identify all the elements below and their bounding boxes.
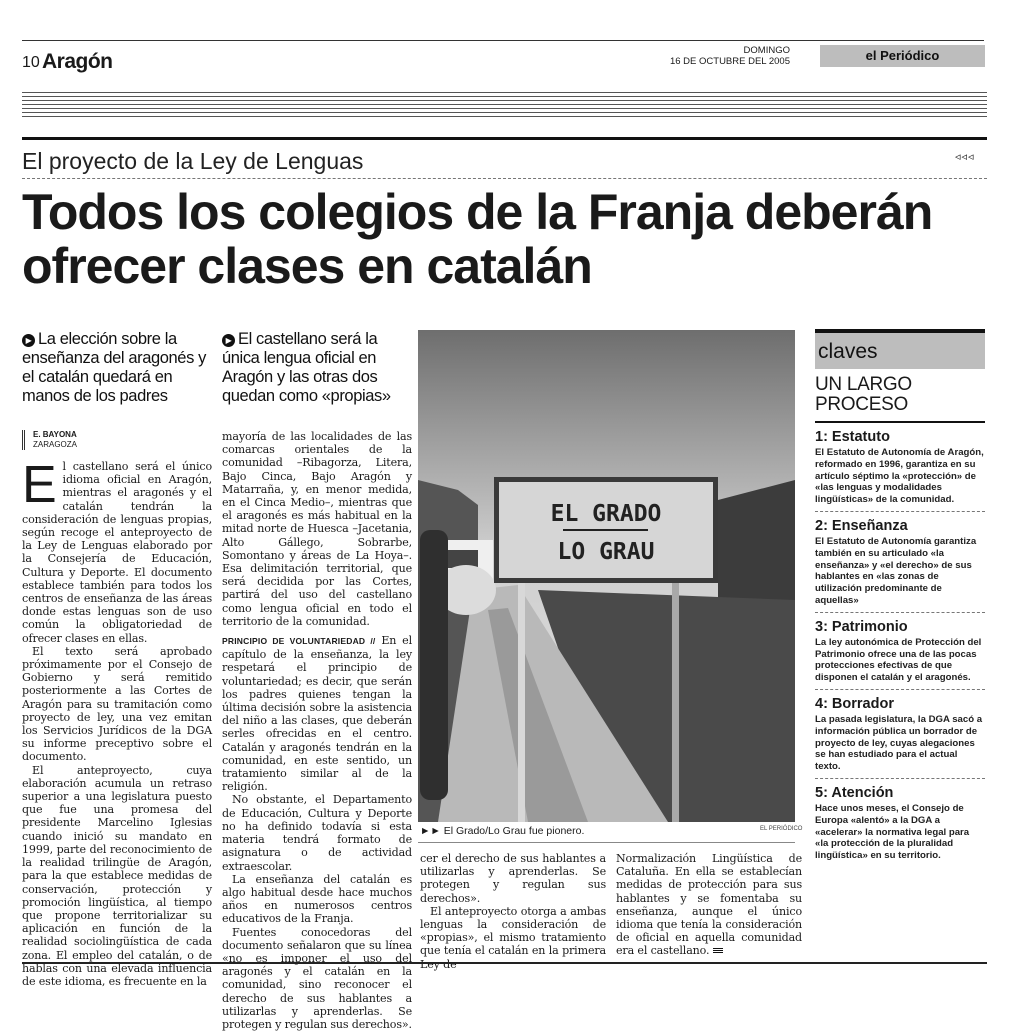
photo-rule [418,842,795,843]
article-column-3 [420,852,606,971]
sidebar-item [815,785,985,862]
photo-credit: EL PERIÓDICO [760,826,803,832]
bottom-rule [22,962,987,964]
sidebar-item [815,429,985,512]
sidebar-claves [815,329,985,862]
sidebar-item-heading: 1: Estatuto [815,429,890,445]
paragraph-text: En el capítulo de la enseñanza, la ley respetará el principio de voluntariedad; es decir, que serán los padres quienes tengan la última decisión sobre la asistencia del niño a las clases, que deberán serles ofrecidas en el centro. Catalán y aragonés tendrán en la comunidad, en este sentido, un tratamiento similar al de la religión. [222,634,412,794]
sidebar-item-text: El Estatuto de Autonomía de Aragón, reformado en 1996, garantiza en su artículo séptimo la «protección» de «las lenguas y modalidades lingüísticas» de la comunidad. [815,447,984,506]
paragraph-text: Normalización Lingüística de Cataluña. En ella se establecían medidas de protección para sus hablantes y se fomentaba su enseñanza, aunque el único idioma que tenía la consideración de oficial en aquella comunidad era el castellano. [616,852,802,958]
sidebar-item [815,518,985,613]
paragraph: mayoría de las localidades de las comarcas orientales de la comunidad –Ribagorza, Litera, Bajo Cinca, Bajo Aragón y Matarraña, y, en menor medida, en el Cinca Medio–, mientras que el aragonés es más habitual en la mitad norte de Huesca –Jacetania, Alto Gállego, Sobrarbe, Somontano y áreas de La Hoya–. Esa delimitación territorial, que será decidida por las Cortes, partirá del uso del castellano como lengua oficial en todo el territorio de la comunidad. [222,430,412,628]
header-stripes [22,92,987,120]
sidebar-item-text: La ley autonómica de Protección del Patrimonio ofrece una de las pocas protecciones efectivas de que disponen el catalán y el aragonés. [815,636,982,684]
paragraph [222,634,412,793]
paragraph: El texto será aprobado próximamente por el Consejo de Gobierno y será remitido posteriormente a las Cortes de Aragón para su tramitación como proyecto de ley, una vez emitan los Servicios Jurídicos de la DGA su informe preceptivo sobre el documento. [22,644,212,764]
paragraph: El anteproyecto, cuya elaboración acumula un retraso superior a una legislatura puesto que fue una promesa del presidente Marcelino Iglesias cuando inició su mandato en 1999, parte del reconocimiento de la realidad trilingüe de Aragón, para la que establece medidas de conservación, protección y promoción lingüística, al tiempo que propone territorializar su aplicación en función de la realidad sociolingüística de cada zona. El empleo del catalán, o de hablas con una elevada influencia de este idioma, es frecuente en la [22,763,212,988]
paragraph: Fuentes conocedoras del documento señalaron que su línea «no es imponer el uso del aragonés y el catalán en la comunidad, sino reconocer el derecho de sus hablantes a utilizarlas y aprenderlas. Se protegen y regulan sus derechos». [222,925,412,1031]
thick-rule [22,137,987,140]
article-column-2 [222,430,412,1031]
arrows-icon: ◃◃◃ [955,150,975,163]
kicker: El proyecto de la Ley de Lenguas [22,148,364,174]
sidebar-item-heading: 4: Borrador [815,695,894,712]
play-bullet-icon: ▶ [22,334,35,347]
subhead-1-text: La elección sobre la enseñanza del aragonés y el catalán quedará en manos de los padres [22,330,206,405]
top-rule [22,40,984,41]
sidebar-item-heading: 5: Atención [815,784,894,801]
end-mark-icon [713,948,723,954]
subhead-2 [222,330,412,406]
date-label: 16 DE OCTUBRE DEL 2005 [669,56,790,67]
sidebar-item [815,619,985,690]
article-column-1 [22,456,212,988]
photo-caption: ►► El Grado/Lo Grau fue pionero. [420,825,585,837]
item-divider [815,778,985,779]
article-column-4 [616,852,802,958]
paragraph [22,456,212,645]
paragraph [616,852,802,958]
byline-author: E. BAYONA [33,430,77,439]
paragraph-text: l castellano será el único idioma oficial en Aragón, mientras el aragonés y el catalán tendrán la consideración de lenguas propias, según recoge el anteproyecto de la Ley de Lenguas elaborado por la Consejería de Educación, Cultura y Deporte. El documento establece también para todos los centros de enseñanza de las áreas donde estas lenguas son de uso común la obligatoriedad de ofrecer clases en ellas. [22,460,212,645]
sidebar-rule [815,421,985,423]
item-divider [815,689,985,690]
newspaper-logo: el Periódico [820,45,985,67]
paragraph: El anteproyecto otorga a ambas lenguas la consideración de «propias», el mismo tratamiento que tenía el catalán en la primera Ley de [420,904,606,971]
sign-line-2: LO GRAU [557,539,655,565]
paragraph: cer el derecho de sus hablantes a utilizarlas y aprenderlas. Se protegen y regulan sus derechos». [420,852,606,905]
dropcap: E [22,456,57,514]
paragraph: La enseñanza del catalán es algo habitual desde hace muchos años en numerosos centros educativos de la Franja. [222,872,412,926]
sidebar-item [815,696,985,779]
sidebar-item-text: La pasada legislatura, la DGA sacó a información pública un borrador de proyecto de ley, cuyas alegaciones se han estudiado para el actual texto. [815,713,983,773]
item-divider [815,511,985,512]
sidebar-subtitle: UN LARGO PROCESO [815,374,912,415]
dashed-rule [22,178,987,179]
byline-place: ZARAGOZA [33,440,78,449]
sidebar-item-heading: 2: Enseñanza [815,517,908,534]
sidebar-title: claves [815,333,985,369]
paragraph: No obstante, el Departamento de Educación, Cultura y Deporte no ha definido todavía si esta materia tendrá formato de asignatura o de actividad extraescolar. [222,793,412,873]
subhead-1 [22,330,212,406]
section-title: Aragón [42,50,113,73]
sign-line-1: EL GRADO [550,501,662,527]
photo-el-grado-sign [418,330,795,822]
subhead-2-text: El castellano será la única lengua oficial en Aragón y las otras dos quedan como «propias» [222,330,391,405]
play-bullet-icon: ▶ [222,334,235,347]
sidebar-item-text: El Estatuto de Autonomía garantiza también en su articulado «la enseñanza» y «el derecho» de sus hablantes en «las zonas de utilización predominante de aquellas» [815,535,977,606]
page-number: 10 [22,54,40,71]
sidebar-item-heading: 3: Patrimonio [815,618,908,635]
byline [22,430,77,450]
day-label: DOMINGO [743,45,790,56]
date-block [670,45,790,67]
sidebar-item-text: Hace unos meses, el Consejo de Europa «alentó» a la DGA a «acelerar» la normativa legal para «la protección de la pluralidad lingüística» en su territorio. [815,802,970,862]
headline: Todos los colegios de la Franja deberán ofrecer clases en catalán [22,184,933,294]
item-divider [815,612,985,613]
lead-in: PRINCIPIO DE VOLUNTARIEDAD // [222,636,376,647]
